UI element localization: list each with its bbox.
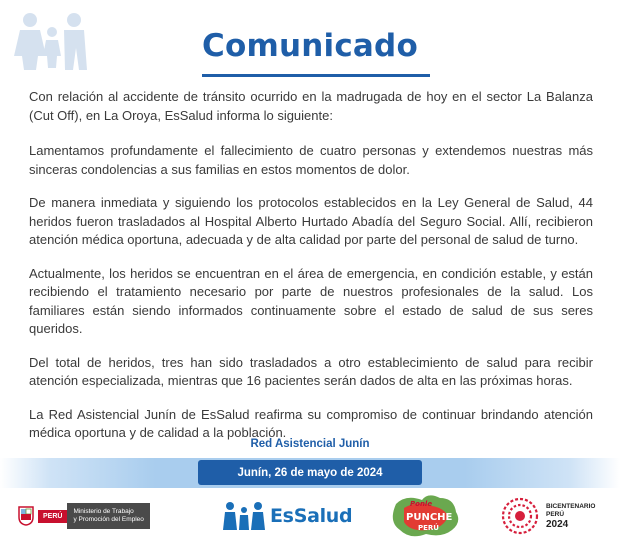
paragraph-discharge: Del total de heridos, tres han sido trasladados a otro establecimiento de salud para recibir atención especializada, mientras que 16 pacientes serán dados de alta en las próximas horas.	[29, 354, 593, 388]
paragraph-commitment: La Red Asistencial Junín de EsSalud reafirma su compromiso de continuar brindando atención médica oportuna y de calidad a la población.	[29, 406, 593, 440]
bicentenario-line-1: BICENTENARIO	[546, 502, 596, 510]
ponle-text: Ponle	[410, 500, 433, 508]
signature: Red Asistencial Junín	[250, 438, 370, 450]
bicentenario-emblem-icon	[500, 496, 540, 536]
peru-label: PERÚ	[38, 510, 67, 523]
date-text: Junín, 26 de mayo de 2024	[237, 466, 383, 479]
ministry-line-1: Ministerio de Trabajo	[73, 508, 134, 515]
paragraph-intro: Con relación al accidente de tránsito ocurrido en la madrugada de hoy en el sector La Balanza (Cut Off), en La Oroya, EsSalud informa lo siguiente:	[29, 89, 593, 123]
paragraph-current-status: Actualmente, los heridos se encuentran en el área de emergencia, en condición estable, y están recibiendo el tratamiento necesario por parte de nuestros profesionales de la salud. Los familiares están siendo informados continuamente sobre el estado de salud de sus seres queridos.	[29, 265, 593, 336]
statement-body	[29, 88, 593, 458]
paragraph-transfer: De manera inmediata y siguiendo los protocolos establecidos en la Ley General de Salud, 44 heridos fueron trasladados al Hospital Alberto Hurtado Abadía del Seguro Social. Allí, recibieron atención médica oportuna, adecuada y de alta calidad por parte del personal de salud de turno.	[29, 195, 593, 247]
footer-logos	[0, 490, 620, 543]
paragraph-condolences: Lamentamos profundamente el fallecimiento de cuatro personas y extendemos nuestras más sinceras condolencias a sus familias en estos momentos de dolor.	[29, 143, 593, 177]
essalud-logo	[222, 498, 356, 534]
peru-text: PERÚ	[418, 524, 439, 532]
date-badge	[198, 460, 422, 485]
coat-of-arms-icon	[18, 506, 34, 526]
page-title: Comunicado	[202, 28, 418, 64]
essalud-family-icon	[222, 501, 266, 531]
mtpe-logo	[18, 500, 172, 532]
bicentenario-logo	[500, 493, 612, 539]
bicentenario-year: 2024	[546, 518, 569, 530]
ministry-line-2: y Promoción del Empleo	[73, 516, 144, 523]
essalud-wordmark: EsSalud	[270, 505, 353, 527]
title-underline	[202, 74, 430, 77]
ponle-punche-peru-logo	[390, 494, 464, 538]
punche-text: PUNCHE	[406, 512, 453, 523]
bicentenario-line-2: PERÚ	[546, 510, 565, 518]
ministry-label	[67, 503, 149, 529]
bicentenario-label	[546, 503, 595, 530]
